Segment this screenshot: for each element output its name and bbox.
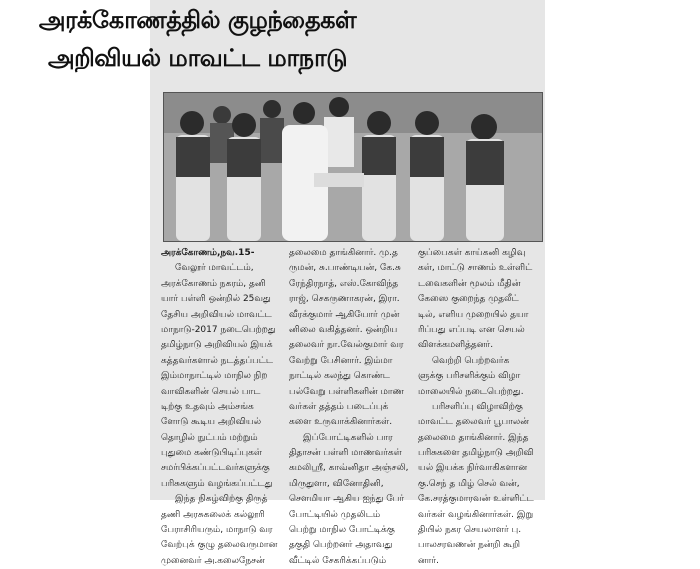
article-line: நாட்டில் கலந்து கொண்ட	[289, 371, 390, 382]
article-line: பரிசுகளும் வழங்கப்பட்டது	[161, 478, 273, 489]
article-column-3	[418, 246, 541, 569]
article-line: களை உருவாக்கினார்கள்.	[289, 417, 393, 428]
article-line: ரிப்பது எப்படி என செயல்	[418, 324, 525, 335]
article-line: ளோடு கூடிய அறிவியல்	[161, 417, 262, 428]
article-line: வாவிகளின் செயல் பாட	[161, 386, 261, 397]
article-line: கு.செந் த மிழ் செல் வன்,	[418, 478, 520, 489]
article-line: பரிசளிப்பு விழாவிற்கு	[432, 401, 523, 412]
article-line: தியில் நகர செயலாளர் பு.	[418, 525, 522, 536]
article-line: சௌமியா ஆகிய ஐந்து பேர்	[289, 494, 405, 505]
article-line: யல் இயக்க நிர்வாகிகளான	[418, 463, 528, 474]
article-line: கே.சரத்குமாரவன் உள்ளிட்ட	[418, 494, 534, 505]
article-line: பேராசிரியரும், மாநாடு வர	[161, 525, 273, 536]
article-line: மிருதுளா, வினோதினி,	[289, 478, 384, 489]
article-line: ராஜ், செகருணாகரன், இரா.	[289, 294, 400, 305]
article-line: டில், எளிய முறையில் தயா	[418, 309, 529, 320]
article-line: பாலசரவணன் நன்றி கூறி	[418, 540, 521, 551]
headline-line-2: அறிவியல் மாவட்ட மாநாடு	[47, 44, 348, 72]
article-line: னிலை வகித்தனர். ஒன்றிய	[289, 324, 398, 335]
article-line: வேற்புக் குழு தலைவருமான	[161, 540, 278, 551]
article-line: பல்வேறு பள்ளிகளின் மாண	[289, 386, 405, 397]
article-line: மாநாடு-2017 நடைபெற்றது	[161, 324, 276, 335]
article-line: தலைமை தாங்கினார். மு.த	[289, 248, 398, 258]
article-line: முனைவர் அ.கலைநேசன்	[161, 555, 265, 566]
article-line: டிற்கு உதவும் அம்சங்க	[161, 401, 254, 412]
article-line: போட்டியில் முதலிடம்	[289, 509, 381, 520]
article-line: அரக்கோணம் நகரம், தனி	[161, 278, 266, 289]
article-line: பெற்று மாநில போட்டிக்கு	[289, 525, 395, 536]
article-line: வர்கள் வழங்கினார்கள். இறு	[418, 509, 534, 520]
article-line: டவைகளின் மூலம் மீதின்	[418, 278, 521, 289]
article-line: ருமன், சு.பாண்டியன், கே.சு	[289, 263, 401, 274]
article-line: திதாசன் பள்ளி மாணவர்கள்	[289, 448, 402, 459]
article-line: கேஸை குறைந்த முதலீட்	[418, 294, 519, 305]
article-line: தலைமை தாங்கினார். இந்த	[418, 432, 529, 443]
article-line: தலைவர் நா.வேல்குமார் வர	[289, 340, 404, 351]
article-line: ளுக்கு பரிசளிக்கும் விழா	[418, 371, 521, 382]
article-line: கள், மாட்டு சாணம் உள்ளிட்	[418, 263, 533, 274]
article-line: பரிசுகளை தமிழ்நாடு அறிவி	[418, 448, 534, 459]
article-line: தணி அரசுகலைக் கல்லூரி	[161, 509, 265, 520]
article-line: அரக்கோணம்,நவ.15-	[161, 248, 255, 258]
article-column-1	[161, 246, 282, 569]
article-line: விளக்கமளித்தனர்.	[418, 340, 494, 351]
article-line: குப்பைகள் காய்கனி கழிவு	[418, 248, 526, 258]
article-line: னார்.	[418, 555, 439, 566]
article-line: யார் பள்ளி ஒன்றில் 25வது	[161, 294, 271, 305]
article-line: இம்மாநாட்டில் மாநில நிற	[161, 371, 268, 382]
article-line: இந்த நிகழ்விற்கு திருத்	[175, 494, 268, 505]
article-line: தமிழ்நாடு அறிவியல் இயக்	[161, 340, 273, 351]
article-line: புதுமை கண்டுபிடிப்புகள்	[161, 448, 263, 459]
article-line: தகுதி பெற்றனர் அதாவது	[289, 540, 393, 551]
headline-line-1: அரக்கோணத்தில் குழந்தைகள்	[38, 6, 357, 34]
article-line: வேற்று பேசினார். இம்மா	[289, 355, 393, 366]
article-line: ரேந்திரநாத், எஸ்.கோவிந்த	[289, 278, 399, 289]
article-line: மாவட்ட தலைவர் பூபாலன்	[418, 417, 529, 428]
group-photo-icon	[164, 93, 542, 241]
article-line: கத்தவர்களால் நடத்தப்பட்ட	[161, 355, 274, 366]
article-line: சமர்பிக்கப்பட்டவர்களுக்கு	[161, 463, 270, 474]
article-line: வெற்றி பெற்றவர்க	[432, 355, 510, 366]
article-line: தொழில் நுட்பம் மற்றும்	[161, 432, 258, 443]
article-line: வீரக்குமார் ஆகியோர் முன்	[289, 309, 400, 320]
group-photo	[163, 92, 543, 242]
article-column-2	[289, 246, 411, 569]
article-line: இப்போட்டிகளில் பார	[303, 432, 393, 443]
article-line: தேசிய அறிவியல் மாவட்ட	[161, 309, 272, 320]
article-line: கமலிஸ்ரீ, காவ்னிதா அஞ்சலி,	[289, 463, 409, 474]
article-line: மாலையில் நடைபெற்றது.	[418, 386, 524, 397]
article-line: வர்கள் தத்தம் படைப்புக்	[289, 401, 389, 412]
article-line: வீட்டில் சேகரிக்கப்படும்	[289, 555, 387, 566]
article-line: வேலூர் மாவட்டம்,	[175, 263, 254, 274]
